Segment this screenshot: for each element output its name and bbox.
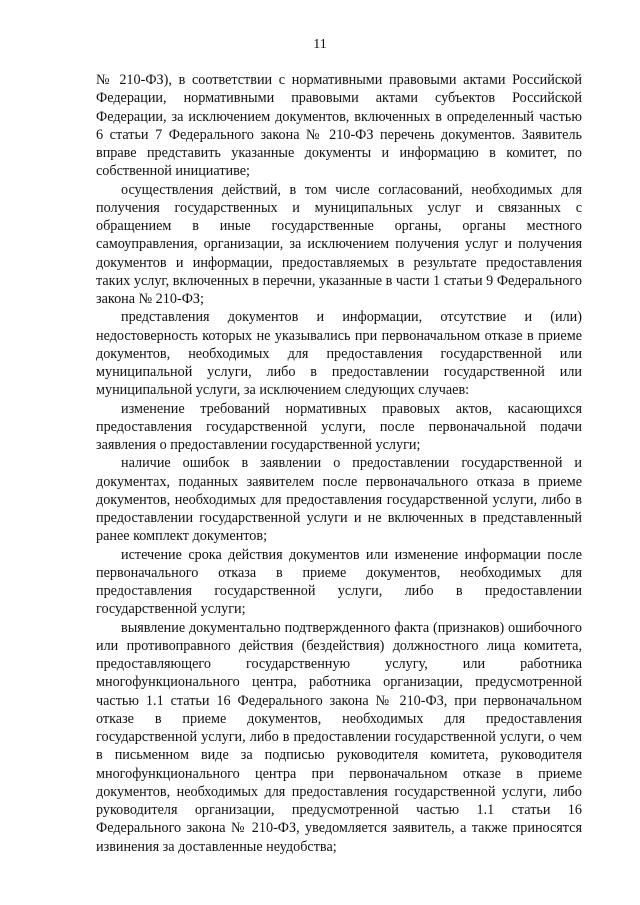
page-number: 11 bbox=[313, 37, 327, 52]
paragraph-unlawful-action: выявление документально подтвержденного факта (признаков) ошибочного или противоправного действия (бездействия) должностного лица комитета, предоставляющего государственную услугу, или работника многофункционального центра, работника организации, предусмотренной частью 1.1 статьи 16 Федерального закона № 210-ФЗ, при первоначальном отказе в приеме документов, необходимых для предоставления государственной услуги, либо в предоставлении государственной услуги, о чем в письменном виде за подписью руководителя комитета, руководителя многофункционального центра при первоначальном отказе в приеме документов, необходимых для предоставления государственной услуги, либо руководителя организации, предусмотренной частью 1.1 статьи 16 Федерального закона № 210-ФЗ, уведомляется заявитель, а также приносятся извинения за доставленные неудобства; bbox=[96, 619, 582, 855]
paragraph-document-expiry: истечение срока действия документов или изменение информации после первоначального отказа в приеме документов, необходимых для предоставления государственной услуги, либо в предоставлении государственной услуги; bbox=[96, 546, 582, 618]
paragraph-documents-information: представления документов и информации, отсутствие и (или) недостоверность которых не указывались при первоначальном отказе в приеме документов, необходимых для предоставления государственной или муниципальной услуги, либо в предоставлении государственной или муниципальной услуги, за исключением следующих случаев: bbox=[96, 309, 582, 399]
paragraph-application-errors: наличие ошибок в заявлении о предоставлении государственной и документах, поданных заявителем после первоначального отказа в приеме документов, необходимых для предоставления государственной услуги, либо в предоставлении государственной услуги и не включенных в представленный ранее комплект документов; bbox=[96, 455, 582, 545]
document-body bbox=[96, 71, 582, 856]
paragraph-requirements-change: изменение требований нормативных правовых актов, касающихся предоставления государственной услуги, после первоначальной подачи заявления о предоставлении государственной услуги; bbox=[96, 400, 582, 453]
paragraph-actions-approvals: осуществления действий, в том числе согласований, необходимых для получения государственных и муниципальных услуг и связанных с обращением в иные государственные органы, органы местного самоуправления, организации, за исключением получения услуг и получения документов и информации, предоставляемых в результате предоставления таких услуг, включенных в перечни, указанные в части 1 статьи 9 Федерального закона № 210-ФЗ; bbox=[96, 181, 582, 307]
paragraph-continuation: № 210-ФЗ), в соответствии с нормативными правовыми актами Российской Федерации, нормативными правовыми актами субъектов Российской Федерации, за исключением документов, включенных в определенный частью 6 статьи 7 Федерального закона № 210-ФЗ перечень документов. Заявитель вправе представить указанные документы и информацию в комитет, по собственной инициативе; bbox=[96, 72, 582, 180]
